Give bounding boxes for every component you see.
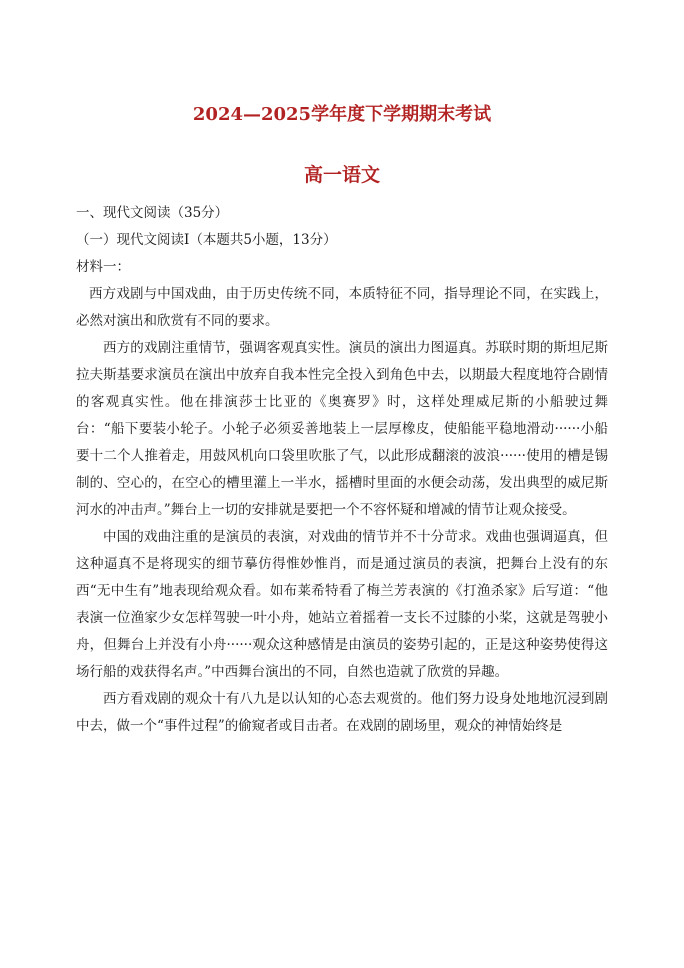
subject-title: 高一语文 bbox=[303, 164, 380, 186]
material-label: 材料一： bbox=[76, 259, 130, 275]
subsection-heading: （一）现代文阅读Ⅰ（本题共5小题，13分） bbox=[76, 232, 337, 248]
paragraph: 中国的戏曲注重的是演员的表演，对戏曲的情节并不十分苛求。戏曲也强调逼真，但这种逼真不是将现实的细节摹仿得惟妙惟肖，而是通过演员的表演，把舞台上没有的东西“无中生有”地表现给观众看。如布莱希特看了梅兰芳表演的《打渔杀家》后写道：“他表演一位渔家少女怎样驾驶一叶小舟，她站立着摇着一支长不过膝的小桨，这就是驾驶小舟，但舞台上并没有小舟······观众这种感情是由演员的姿势引起的，正是这种姿势使得这场行船的戏获得名声。”中西舞台演出的不同，自然也造就了欣赏的异趣。 bbox=[76, 529, 608, 680]
paragraph: 西方看戏剧的观众十有八九是以认知的心态去观赏的。他们努力设身处地地沉浸到剧中去，做一个“事件过程”的偷窥者或目击者。在戏剧的剧场里，观众的神情始终是 bbox=[76, 691, 608, 734]
document-body bbox=[76, 200, 608, 740]
exam-title: 2024—2025学年度下学期期末考试 bbox=[192, 104, 492, 125]
paragraph: 西方戏剧与中国戏曲，由于历史传统不同，本质特征不同，指导理论不同，在实践上，必然对演出和欣赏有不同的要求。 bbox=[76, 286, 608, 329]
section-heading: 一、现代文阅读（35分） bbox=[76, 205, 229, 221]
paragraph: 西方的戏剧注重情节，强调客观真实性。演员的演出力图逼真。苏联时期的斯坦尼斯拉夫斯基要求演员在演出中放弃自我本性完全投入到角色中去，以期最大程度地符合剧情的客观真实性。他在排演莎士比亚的《奥赛罗》时，这样处理威尼斯的小船驶过舞台：“船下要装小轮子。小轮子必须妥善地装上一层厚橡皮，使船能平稳地滑动······小船要十二个人推着走，用鼓风机向口袋里吹胀了气，以此形成翻滚的波浪······使用的槽是锡制的、空心的，在空心的槽里灌上一半水，摇槽时里面的水便会动荡，发出典型的威尼斯河水的冲击声。”舞台上一切的安排就是要把一个不容怀疑和增减的情节让观众接受。 bbox=[76, 340, 608, 518]
